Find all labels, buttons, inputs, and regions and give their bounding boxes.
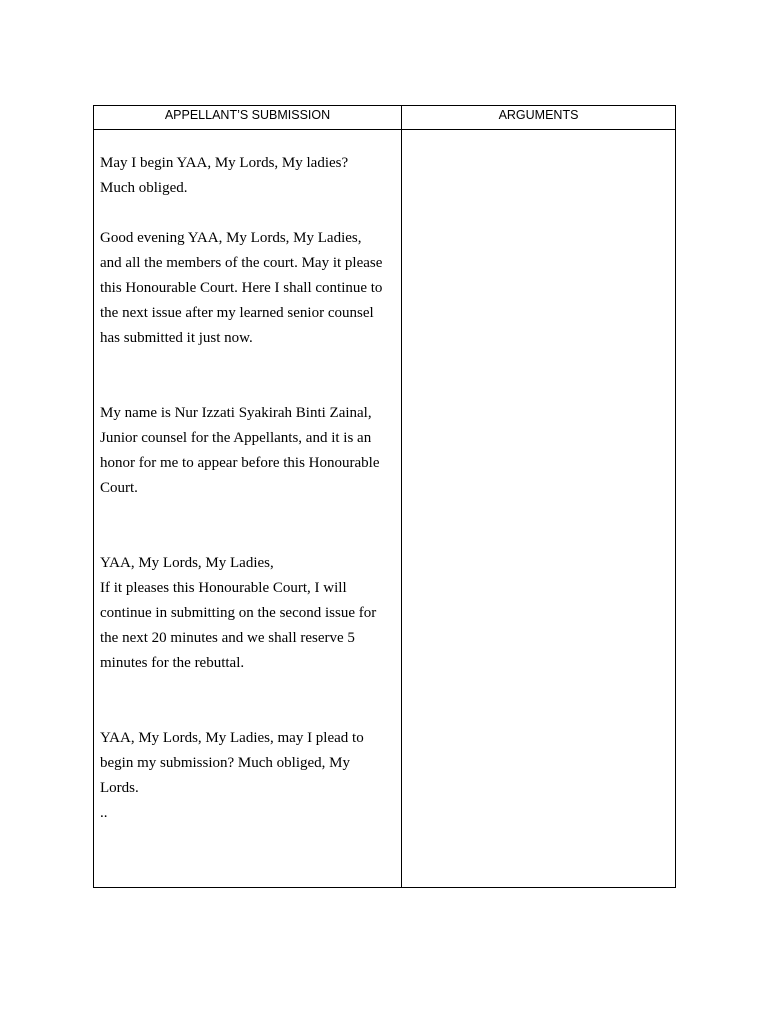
text-line: honor for me to appear before this Honourable <box>100 455 380 471</box>
text-line: has submitted it just now. <box>100 330 253 346</box>
submission-table <box>93 105 676 888</box>
text-line: the next issue after my learned senior counsel <box>100 305 374 321</box>
text-line: If it pleases this Honourable Court, I will <box>100 580 347 596</box>
header-arguments: ARGUMENTS <box>498 108 579 122</box>
text-line: this Honourable Court. Here I shall continue to <box>100 280 383 296</box>
text-line: Much obliged. <box>100 180 188 196</box>
text-line: Court. <box>100 480 138 496</box>
header-appellants-submission: APPELLANT’S SUBMISSION <box>164 108 331 122</box>
text-line: Junior counsel for the Appellants, and it is an <box>100 430 372 446</box>
paragraph-introduction <box>100 401 400 501</box>
text-line: YAA, My Lords, My Ladies, may I plead to <box>100 730 364 746</box>
text-line: .. <box>100 805 108 821</box>
text-line: continue in submitting on the second issue for <box>100 605 377 621</box>
text-line: YAA, My Lords, My Ladies, <box>100 555 274 571</box>
text-line: and all the members of the court. May it please <box>100 255 383 271</box>
text-line: May I begin YAA, My Lords, My ladies? <box>100 155 349 171</box>
paragraph-begin-submission <box>100 726 400 826</box>
table-header-row <box>94 106 675 130</box>
paragraph-time-allocation <box>100 551 400 676</box>
text-line: minutes for the rebuttal. <box>100 655 245 671</box>
text-line: Lords. <box>100 780 139 796</box>
paragraph-opening <box>100 151 400 201</box>
text-line: My name is Nur Izzati Syakirah Binti Zainal, <box>100 405 372 421</box>
submission-text-cell <box>100 151 400 826</box>
column-divider <box>401 106 402 887</box>
text-line: Good evening YAA, My Lords, My Ladies, <box>100 230 362 246</box>
text-line: begin my submission? Much obliged, My <box>100 755 350 771</box>
paragraph-greeting <box>100 226 400 351</box>
text-line: the next 20 minutes and we shall reserve 5 <box>100 630 355 646</box>
